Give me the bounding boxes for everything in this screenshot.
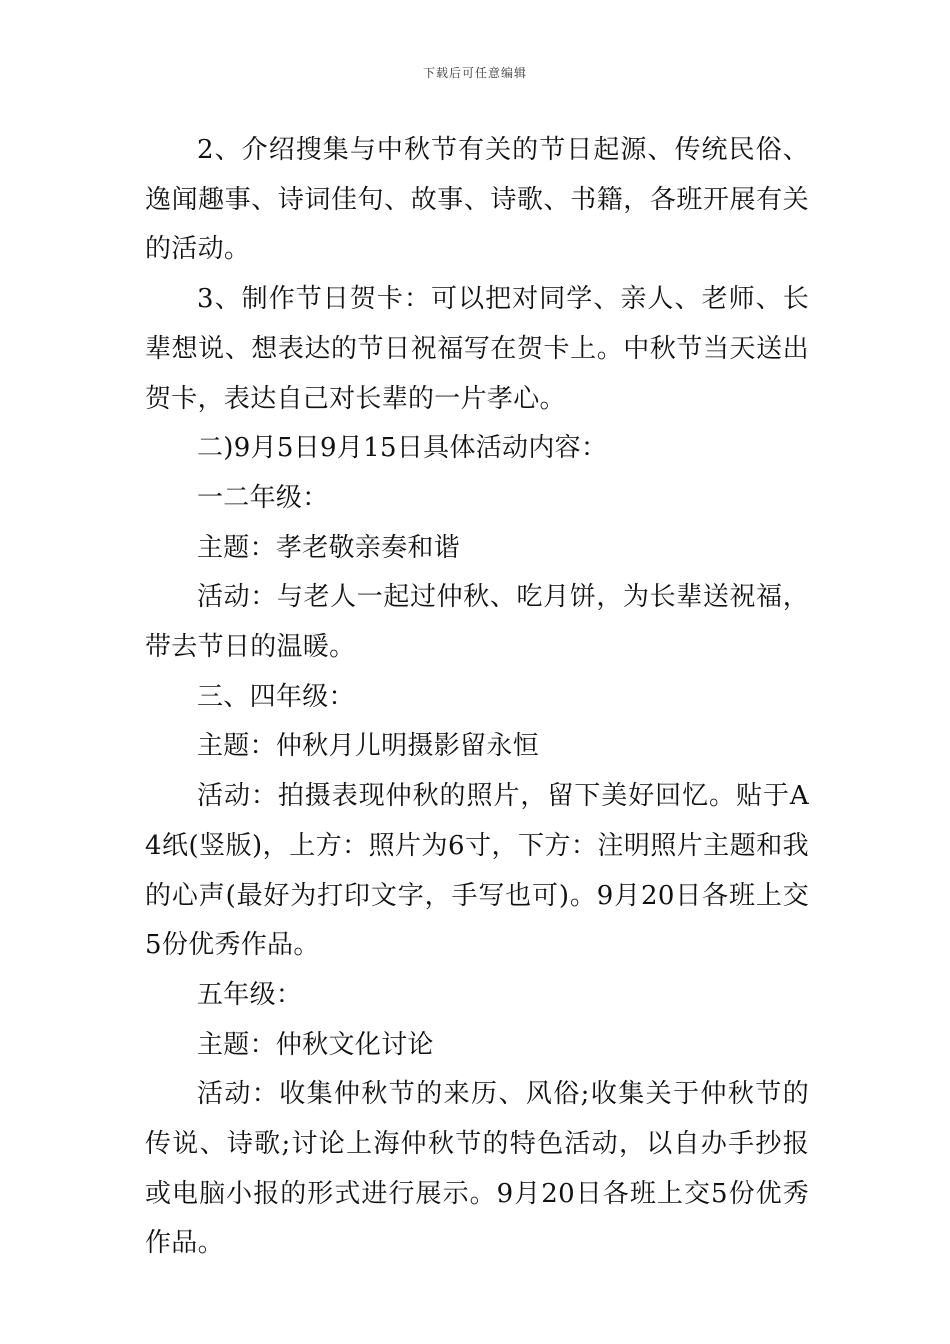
paragraph-section-heading: 二)9月5日9月15日具体活动内容： bbox=[197, 433, 608, 464]
page-header: 下载后可任意编辑 bbox=[422, 66, 527, 80]
paragraph-grade-5: 五年级： bbox=[197, 979, 303, 1010]
paragraph-activity-1-2: 活动：与老人一起过仲秋、吃月饼，为长辈送祝福，带去节日的温暖。 bbox=[145, 582, 809, 663]
paragraph-grade-1-2: 一二年级： bbox=[197, 482, 329, 513]
paragraph-greeting-card: 3、制作节日贺卡：可以把对同学、亲人、老师、长辈想说、想表达的节日祝福写在贺卡上。中秋节当天送出贺卡，表达自己对长辈的一片孝心。 bbox=[145, 284, 809, 414]
paragraph-intro-collection: 2、介绍搜集与中秋节有关的节日起源、传统民俗、逸闻趣事、诗词佳句、故事、诗歌、书籍，各班开展有关的活动。 bbox=[145, 135, 809, 265]
paragraph-theme-5: 主题：仲秋文化讨论 bbox=[197, 1029, 434, 1060]
paragraph-activity-5: 活动：收集仲秋节的来历、风俗;收集关于仲秋节的传说、诗歌;讨论上海仲秋节的特色活动，以自办手抄报或电脑小报的形式进行展示。9月20日各班上交5份优秀作品。 bbox=[145, 1079, 809, 1259]
document-body bbox=[145, 126, 809, 1269]
paragraph-activity-3-4: 活动：拍摄表现仲秋的照片，留下美好回忆。贴于A4纸(竖版)，上方：照片为6寸，下方：注明照片主题和我的心声(最好为打印文字，手写也可)。9月20日各班上交5份优秀作品。 bbox=[145, 781, 809, 961]
paragraph-grade-3-4: 三、四年级： bbox=[197, 681, 355, 712]
paragraph-theme-1-2: 主题：孝老敬亲奏和谐 bbox=[197, 532, 461, 563]
paragraph-theme-3-4: 主题：仲秋月儿明摄影留永恒 bbox=[197, 731, 539, 762]
